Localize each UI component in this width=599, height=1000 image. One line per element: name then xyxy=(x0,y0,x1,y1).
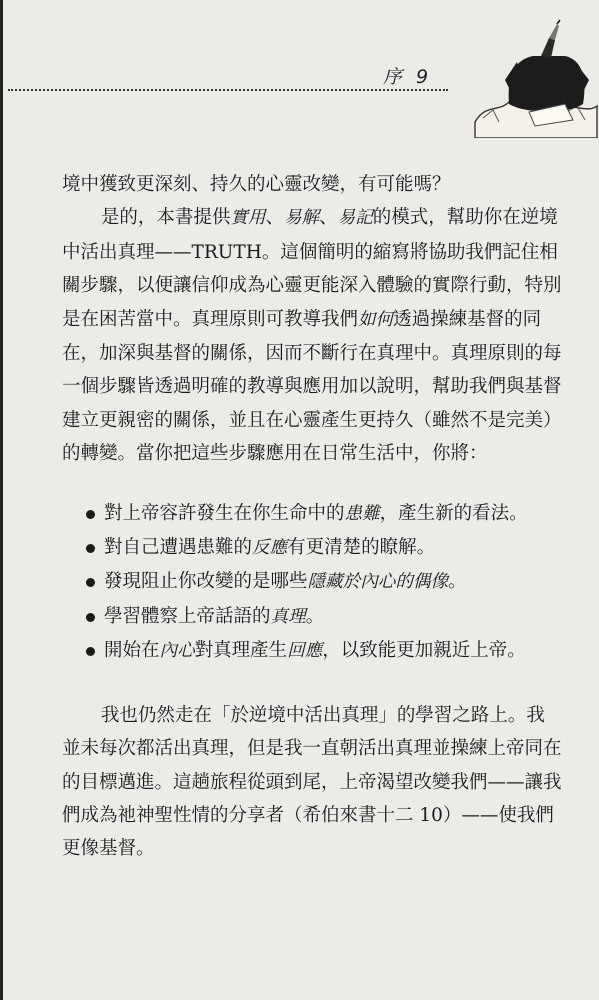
text-run: 對真理產生 xyxy=(194,640,288,662)
list-item xyxy=(86,634,562,668)
emphasis: 真理 xyxy=(270,606,306,627)
paragraph-continued: 境中獲致更深刻、持久的心靈改變，有可能嗎？ xyxy=(62,174,451,195)
text-run: 學習體察上帝話語的 xyxy=(104,605,271,627)
text-run: 發現阻止你改變的是哪些 xyxy=(104,571,308,593)
benefits-list xyxy=(62,497,562,669)
list-item xyxy=(86,497,562,531)
running-head xyxy=(383,62,430,89)
list-item xyxy=(86,565,562,599)
text-run: 有更清楚的瞭解。 xyxy=(287,537,436,559)
emphasis: 實用 xyxy=(230,208,266,229)
paragraph-closing: 我也仍然走在「於逆境中活出真理」的學習之路上。我並未每次都活出真理，但是我一直朝活出真理並操練上帝同在的目標邁進。這趟旅程從頭到尾，上帝渴望改變我們——讓我們成為祂神聖性情的分享者（希伯來書十二 10）——使我們更像基督。 xyxy=(62,704,562,860)
text-run: 是的，本書提供 xyxy=(100,207,231,229)
bullet-dot-icon xyxy=(86,647,95,656)
man-with-pen-in-torn-paper-icon xyxy=(469,18,599,138)
text-run: 、 xyxy=(319,207,338,229)
text-run: 對上帝容許發生在你生命中的 xyxy=(104,502,345,524)
section-title: 序 xyxy=(383,66,405,88)
list-item xyxy=(86,600,562,634)
text-run: 。 xyxy=(305,605,325,627)
bullet-dot-icon xyxy=(86,578,95,587)
text-run: ，產生新的看法。 xyxy=(379,502,528,524)
text-run: 透過操練基督的同在，加深與基督的關係，因而不斷行在真理中。真理原則的每一個步驟皆透過明確的教導與應用加以說明，幫助我們與基督建立更親密的關係，並且在心靈產生更持久（雖然不是完美）的轉變。當你把這些步驟應用在日常生活中，你將： xyxy=(62,308,562,465)
text-run: 。 xyxy=(448,571,467,593)
text-run: 開始在 xyxy=(104,640,160,662)
page-edge xyxy=(0,0,3,1000)
emphasis: 隱藏於內心的偶像 xyxy=(307,572,449,593)
bullet-dot-icon xyxy=(86,510,95,519)
emphasis: 患難 xyxy=(344,503,380,524)
list-item xyxy=(86,531,562,565)
paragraph-intro xyxy=(62,201,562,470)
text-run: 的模式，幫助你在逆境中活出真理——TRUTH。這個簡明的縮寫將協助我們記住相關步驟，以便讓信仰成為心靈更能深入體驗的實際行動，特別是在困苦當中。真理原則可教導我們 xyxy=(62,207,562,330)
emphasis: 易記 xyxy=(337,208,373,229)
emphasis: 易解 xyxy=(284,208,320,229)
emphasis: 回應 xyxy=(287,641,323,662)
body-text xyxy=(62,168,562,866)
bullet-dot-icon xyxy=(86,613,95,622)
bullet-dot-icon xyxy=(86,544,95,553)
text-run: ，以致能更加親近上帝。 xyxy=(322,640,526,662)
text-run: 、 xyxy=(265,207,284,229)
text-run: 對自己遭遇患難的 xyxy=(104,537,253,559)
emphasis: 如何 xyxy=(358,309,394,330)
header-dotted-rule xyxy=(8,89,448,91)
page-number: 9 xyxy=(416,66,431,88)
emphasis: 反應 xyxy=(252,538,288,559)
emphasis: 內心 xyxy=(159,641,195,662)
